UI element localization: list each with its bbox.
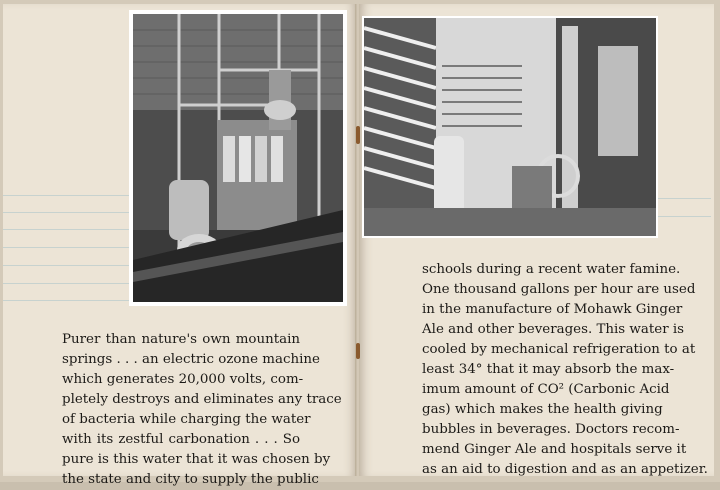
text-line: One thousand gallons per hour are used bbox=[422, 282, 696, 297]
right-page bbox=[360, 4, 714, 476]
right-body-text bbox=[422, 260, 708, 480]
ruled-line bbox=[656, 198, 711, 199]
text-line: bubbles in beverages. Doctors recom- bbox=[422, 422, 680, 437]
ruled-line bbox=[656, 216, 711, 217]
text-line: pure is this water that it was chosen by bbox=[62, 452, 331, 467]
ruled-line bbox=[3, 283, 129, 284]
ruled-line bbox=[3, 195, 129, 196]
left-page bbox=[3, 4, 356, 487]
ruled-line bbox=[3, 212, 129, 213]
ruled-line bbox=[3, 247, 129, 248]
text-line: cooled by mechanical refrigeration to at bbox=[422, 342, 696, 357]
text-line: with its zestful carbonation . . . So bbox=[62, 432, 300, 447]
text-line: gas) which makes the health giving bbox=[422, 402, 663, 417]
text-line: schools during a recent water famine. bbox=[422, 262, 681, 277]
text-line: as an aid to digestion and as an appetizer. bbox=[422, 462, 708, 477]
text-line: mend Ginger Ale and hospitals serve it bbox=[422, 442, 687, 457]
text-line: the state and city to supply the public bbox=[62, 472, 319, 487]
text-line: springs . . . an electric ozone machine bbox=[62, 352, 320, 367]
ruled-line bbox=[3, 265, 129, 266]
left-body-text bbox=[62, 330, 342, 490]
text-line: Ale and other beverages. This water is bbox=[422, 322, 685, 337]
ozone-machine-photo bbox=[129, 10, 347, 306]
text-line: Purer than nature's own mountain bbox=[62, 332, 300, 347]
text-line: which generates 20,000 volts, com- bbox=[62, 372, 304, 387]
ruled-line bbox=[3, 229, 129, 230]
text-line: imum amount of CO² (Carbonic Acid bbox=[422, 382, 670, 397]
ozone-machine-illustration bbox=[129, 10, 347, 306]
ruled-line bbox=[3, 300, 129, 301]
text-line: of bacteria while charging the water bbox=[62, 412, 311, 427]
text-line: least 34° that it may absorb the max- bbox=[422, 362, 675, 377]
text-line: pletely destroys and eliminates any trace bbox=[62, 392, 342, 407]
refrigeration-photo bbox=[362, 16, 658, 238]
text-line: in the manufacture of Mohawk Ginger bbox=[422, 302, 683, 317]
refrigeration-illustration bbox=[362, 16, 658, 238]
